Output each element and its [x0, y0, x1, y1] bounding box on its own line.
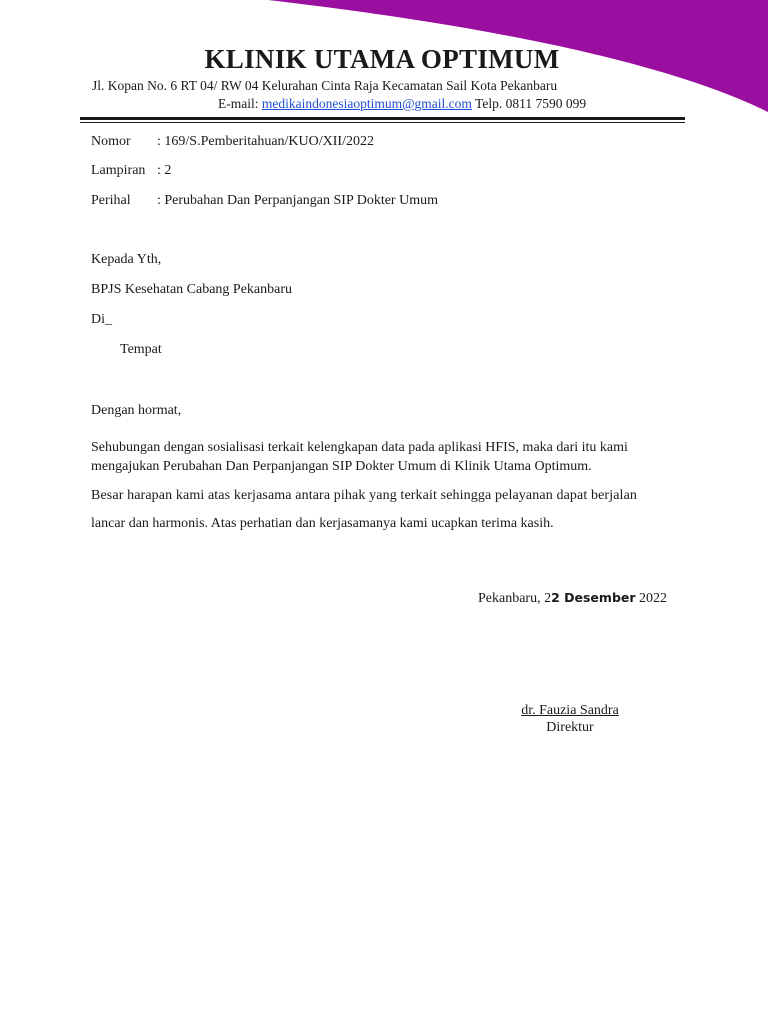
header-divider-thick	[80, 117, 685, 120]
opening-salutation: Dengan hormat,	[91, 403, 182, 418]
email-label: E-mail:	[218, 96, 262, 111]
lampiran-label: Lampiran	[91, 163, 146, 178]
signatory-name: dr. Fauzia Sandra	[521, 703, 619, 718]
recipient-name: BPJS Kesehatan Cabang Pekanbaru	[91, 282, 293, 297]
recipient-place: Tempat	[120, 342, 162, 357]
date-day-month: 2 Desember	[551, 590, 636, 605]
nomor-value: : 169/S.Pemberitahuan/KUO/XII/2022	[157, 134, 374, 149]
paragraph-1-line-2: mengajukan Perubahan Dan Perpanjangan SIP Dokter Umum di Klinik Utama Optimum.	[91, 459, 592, 474]
paragraph-2-line-1: Besar harapan kami atas kerjasama antara pihak yang terkait sehingga pelayanan dapat berjalan	[91, 488, 638, 503]
paragraph-2-line-2: lancar dan harmonis. Atas perhatian dan kerjasamanya kami ucapkan terima kasih.	[91, 516, 554, 531]
date-city: Pekanbaru, 2	[478, 591, 552, 606]
header-divider-thin	[80, 122, 685, 123]
letter-date	[478, 590, 667, 607]
email-link[interactable]: medikaindonesiaoptimum@gmail.com	[261, 96, 472, 111]
recipient-greeting: Kepada Yth,	[91, 252, 162, 267]
clinic-address: Jl. Kopan No. 6 RT 04/ RW 04 Kelurahan Cinta Raja Kecamatan Sail Kota Pekanbaru	[92, 78, 558, 93]
clinic-contact	[218, 96, 586, 112]
lampiran-value: : 2	[157, 163, 172, 178]
nomor-label: Nomor	[91, 134, 131, 149]
perihal-value: : Perubahan Dan Perpanjangan SIP Dokter Umum	[157, 193, 438, 208]
paragraph-1-line-1: Sehubungan dengan sosialisasi terkait kelengkapan data pada aplikasi HFIS, maka dari itu kami	[91, 440, 628, 455]
recipient-di: Di_	[91, 312, 112, 327]
meta-perihal	[91, 193, 438, 209]
meta-nomor	[91, 134, 374, 150]
meta-lampiran	[91, 163, 171, 179]
date-year: 2022	[635, 591, 668, 606]
signatory-role: Direktur	[546, 720, 594, 735]
phone-text: Telp. 0811 7590 099	[471, 96, 587, 111]
clinic-title: KLINIK UTAMA OPTIMUM	[204, 44, 560, 74]
perihal-label: Perihal	[91, 193, 131, 208]
